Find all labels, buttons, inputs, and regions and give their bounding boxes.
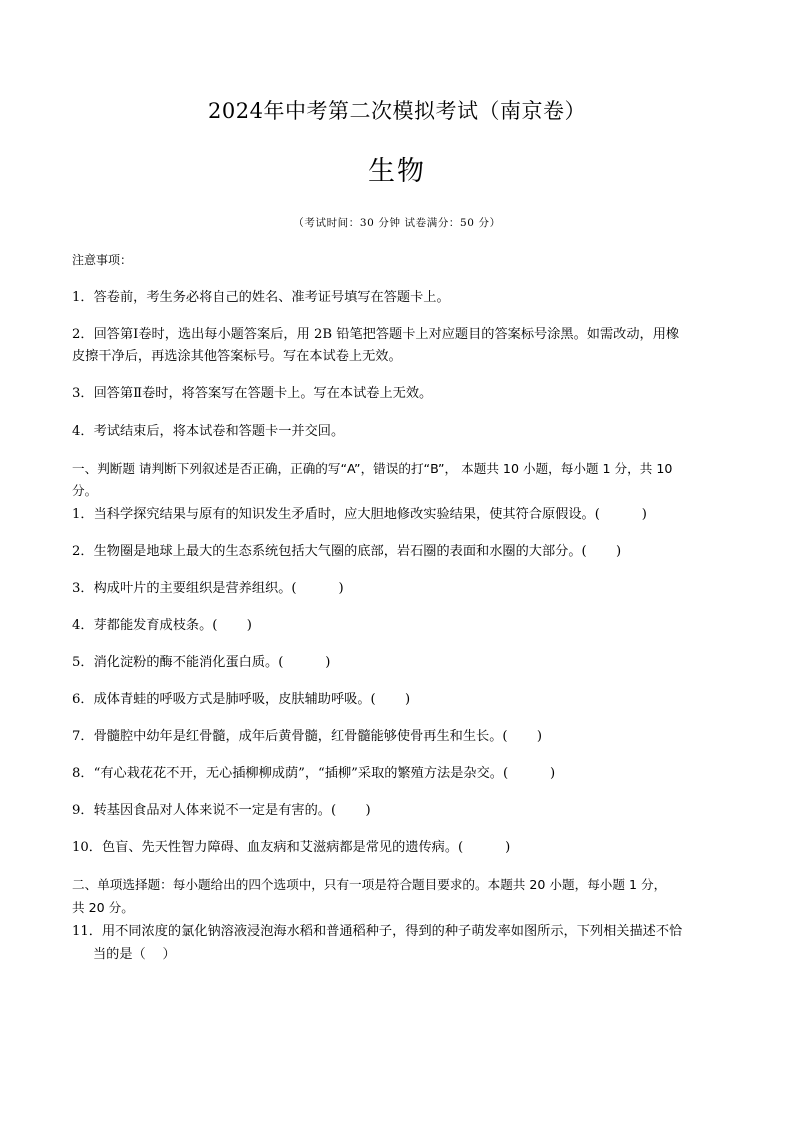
question-6: 6．成体青蛙的呼吸方式是肺呼吸，皮肤辅助呼吸。( ): [72, 692, 411, 707]
question-11-continued: 当的是（ ）: [93, 947, 176, 962]
question-9: 9．转基因食品对人体来说不一定是有害的。( ): [72, 803, 371, 818]
notice-item-2-continued: 皮擦干净后，再选涂其他答案标号。写在本试卷上无效。: [72, 349, 402, 364]
notice-item-4: 4．考试结束后，将本试卷和答题卡一并交回。: [72, 424, 345, 439]
question-10: 10．色盲、先天性智力障碍、血友病和艾滋病都是常见的遗传病。( ): [72, 840, 511, 855]
section2-heading-continued: 共 20 分。: [72, 900, 134, 915]
subject-heading: 生物: [368, 156, 426, 187]
question-2: 2．生物圈是地球上最大的生态系统包括大气圈的底部，岩石圈的表面和水圈的大部分。( ): [72, 544, 622, 559]
question-8: 8．“有心栽花花不开，无心插柳柳成荫”，“插柳”采取的繁殖方法是杂交。( ): [72, 766, 556, 781]
exam-time-score: （考试时间：30 分钟 试卷满分：50 分）: [293, 217, 501, 229]
exam-title: 2024年中考第二次模拟考试（南京卷）: [208, 99, 586, 123]
notice-item-3: 3．回答第Ⅱ卷时，将答案写在答题卡上。写在本试卷上无效。: [72, 386, 433, 401]
notice-item-2: 2．回答第Ⅰ卷时，选出每小题答案后，用 2B 铅笔把答题卡上对应题目的答案标号涂黑。如需改动，用橡: [72, 327, 680, 342]
question-4: 4．芽都能发育成枝条。( ): [72, 618, 252, 633]
question-3: 3．构成叶片的主要组织是营养组织。( ): [72, 581, 344, 596]
question-5: 5．消化淀粉的酶不能消化蛋白质。( ): [72, 655, 331, 670]
section1-heading: 一、判断题 请判断下列叙述是否正确，正确的写“A”，错误的打“B”， 本题共 10 小题，每小题 1 分，共 10: [72, 461, 673, 476]
notice-item-1: 1．答卷前，考生务必将自己的姓名、准考证号填写在答题卡上。: [72, 290, 450, 305]
section2-heading: 二、单项选择题：每小题给出的四个选项中，只有一项是符合题目要求的。本题共 20 小题，每小题 1 分，: [72, 877, 667, 892]
question-7: 7．骨髓腔中幼年是红骨髓，成年后黄骨髓，红骨髓能够使骨再生和生长。( ): [72, 729, 543, 744]
section1-heading-continued: 分。: [72, 483, 98, 498]
notice-heading: 注意事项：: [72, 253, 133, 267]
question-1: 1．当科学探究结果与原有的知识发生矛盾时，应大胆地修改实验结果，使其符合原假设。( ): [72, 507, 647, 522]
question-11: 11．用不同浓度的氯化钠溶液浸泡海水稻和普通稻种子，得到的种子萌发率如图所示，下列相关描述不恰: [72, 924, 683, 939]
